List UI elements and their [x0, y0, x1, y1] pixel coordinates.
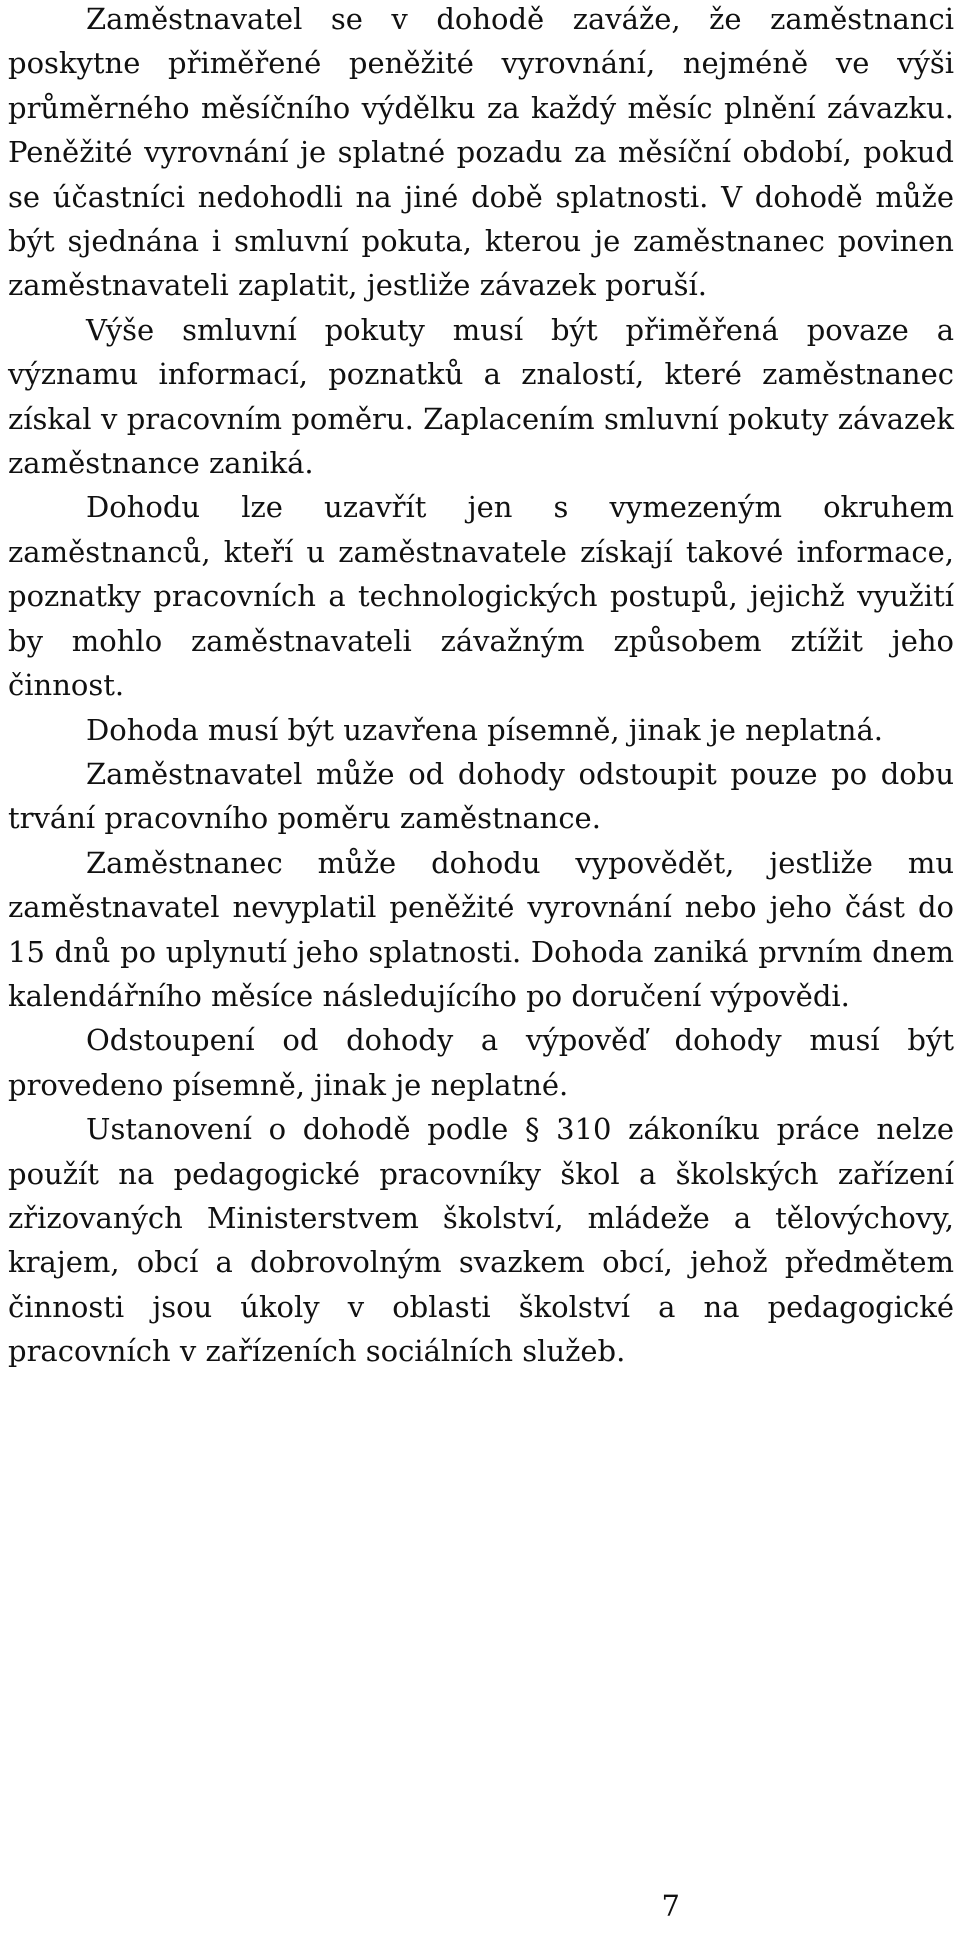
paragraph-exceptions: Ustanovení o dohodě podle § 310 zákoníku práce nelze použít na pedagogické pracovníky škol a školských zařízení zřizovaných Ministerstvem školství, mládeže a tělovýchovy, krajem, obcí a dobrovolným svazkem obcí, jehož předmětem činnosti jsou úkoly v oblasti školství a na pedagogické pracovních v zařízeních sociálních služeb.: [8, 1112, 954, 1369]
paragraph-withdrawal-form: Odstoupení od dohody a výpověď dohody musí být provedeno písemně, jinak je neplatné.: [8, 1023, 954, 1102]
paragraph-employee-scope: Dohodu lze uzavřít jen s vymezeným okruhem zaměstnanců, kteří u zaměstnavatele získají takové informace, poznatky pracovních a technologických postupů, jejichž využití by mohlo zaměstnavateli závažným způsobem ztížit jeho činnost.: [8, 490, 954, 703]
page-number: 7: [661, 1889, 680, 1923]
paragraph-employer-withdrawal: Zaměstnavatel může od dohody odstoupit pouze po dobu trvání pracovního poměru zaměstnance.: [8, 756, 954, 836]
paragraph-employee-termination: Zaměstnanec může dohodu vypovědět, jestliže mu zaměstnavatel nevyplatil peněžité vyrovnání nebo jeho část do 15 dnů po uplynutí jeho splatnosti. Dohoda zaniká prvním dnem kalendářního měsíce následujícího po doručení výpovědi.: [8, 845, 954, 1013]
body-text: [8, 0, 954, 1374]
paragraph-penalty-amount: Výše smluvní pokuty musí být přiměřená povaze a významu informací, poznatků a znalostí, které zaměstnanec získal v pracovním poměru. Zaplacením smluvní pokuty závazek zaměstnance zaniká.: [8, 312, 954, 481]
paragraph-compensation: Zaměstnavatel se v dohodě zaváže, že zaměstnanci poskytne přiměřené peněžité vyrovnání, nejméně ve výši průměrného měsíčního výdělku za každý měsíc plnění závazku. Peněžité vyrovnání je splatné pozadu za měsíční období, pokud se účastníci nedohodli na jiné době splatnosti. V dohodě může být sjednána i smluvní pokuta, kterou je zaměstnanec povinen zaměstnavateli zaplatit, jestliže závazek poruší.: [8, 2, 954, 303]
paragraph-written-form: Dohoda musí být uzavřena písemně, jinak je neplatná.: [86, 712, 883, 747]
